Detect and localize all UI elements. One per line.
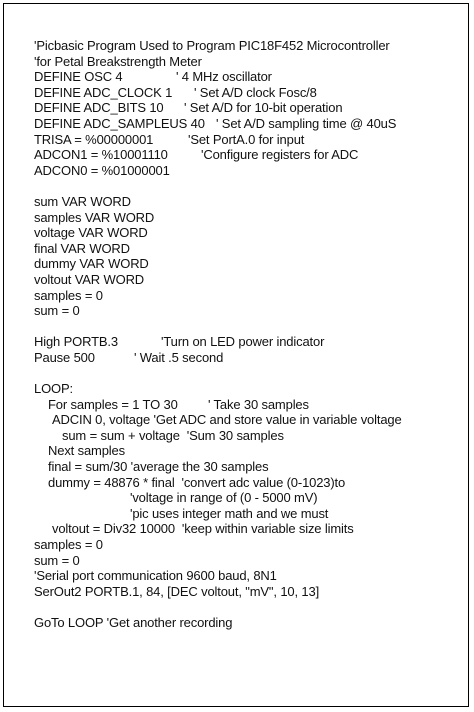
code-line — [34, 69, 470, 85]
code-line: dummy VAR WORD — [34, 256, 149, 272]
code-line: sum = 0 — [34, 303, 80, 319]
code-line: voltage VAR WORD — [34, 225, 148, 241]
code-line: samples = 0 — [34, 287, 103, 303]
code-comment: ' Set A/D clock Fosc/8 — [194, 84, 317, 100]
code-statement: DEFINE OSC 4 — [34, 69, 123, 85]
listing-frame — [3, 3, 469, 707]
code-line — [34, 116, 470, 132]
code-comment: ' Wait .5 second — [134, 349, 224, 365]
code-line: SerOut2 PORTB.1, 84, [DEC voltout, "mV", 10, 13] — [34, 583, 320, 599]
code-statement: DEFINE ADC_SAMPLEUS 40 — [34, 115, 205, 131]
code-line: GoTo LOOP 'Get another recording — [34, 614, 233, 630]
code-statement: ADCON1 = %10001110 — [34, 147, 168, 163]
code-line — [34, 350, 470, 366]
code-line: dummy = 48876 * final 'convert adc value (0-1023)to — [48, 474, 346, 490]
code-line: 'Serial port communication 9600 baud, 8N1 — [34, 568, 277, 584]
code-line — [34, 100, 470, 116]
code-line — [34, 147, 470, 163]
code-line: final VAR WORD — [34, 240, 130, 256]
code-line: Next samples — [48, 443, 125, 459]
code-comment: ' 4 MHz oscillator — [176, 69, 272, 85]
code-line: samples VAR WORD — [34, 209, 155, 225]
code-line: 'voltage in range of (0 - 5000 mV) — [130, 490, 318, 506]
code-line: 'for Petal Breakstrength Meter — [34, 53, 202, 69]
code-line: sum VAR WORD — [34, 193, 131, 209]
code-statement: DEFINE ADC_CLOCK 1 — [34, 84, 173, 100]
code-comment: 'Set PortA.0 for input — [188, 131, 305, 147]
code-line — [34, 85, 470, 101]
code-statement: TRISA = %00000001 — [34, 131, 154, 147]
code-line — [34, 132, 470, 148]
code-statement: Pause 500 — [34, 349, 95, 365]
code-statement: DEFINE ADC_BITS 10 — [34, 100, 164, 116]
code-statement: High PORTB.3 — [34, 334, 118, 350]
code-line: ADCIN 0, voltage 'Get ADC and store value in variable voltage — [52, 412, 402, 428]
code-comment: ' Set A/D sampling time @ 40uS — [216, 115, 397, 131]
code-line: final = sum/30 'average the 30 samples — [48, 459, 269, 475]
code-line — [34, 397, 470, 413]
code-listing — [34, 38, 470, 631]
blank-line — [34, 178, 470, 194]
code-line: samples = 0 — [34, 537, 103, 552]
code-line: LOOP: — [34, 381, 73, 397]
code-line: voltout = Div32 10000 'keep within variable size limits — [52, 521, 354, 537]
code-comment: 'Turn on LED power indicator — [161, 334, 325, 350]
code-comment: ' Set A/D for 10-bit operation — [184, 100, 343, 116]
code-line: ADCON0 = %01000001 — [34, 162, 170, 178]
code-comment: 'Configure registers for ADC — [201, 147, 359, 163]
blank-line — [34, 599, 470, 615]
code-statement: For samples = 1 TO 30 — [48, 396, 178, 412]
blank-line — [34, 365, 470, 381]
code-line: 'Picbasic Program Used to Program PIC18F452 Microcontroller — [34, 38, 390, 53]
blank-line — [34, 319, 470, 335]
code-line: sum = 0 — [34, 552, 80, 568]
code-line — [34, 334, 470, 350]
code-line: sum = sum + voltage 'Sum 30 samples — [62, 427, 284, 443]
code-comment: ' Take 30 samples — [208, 396, 309, 412]
code-line: voltout VAR WORD — [34, 271, 145, 287]
code-line: 'pic uses integer math and we must — [130, 505, 329, 521]
